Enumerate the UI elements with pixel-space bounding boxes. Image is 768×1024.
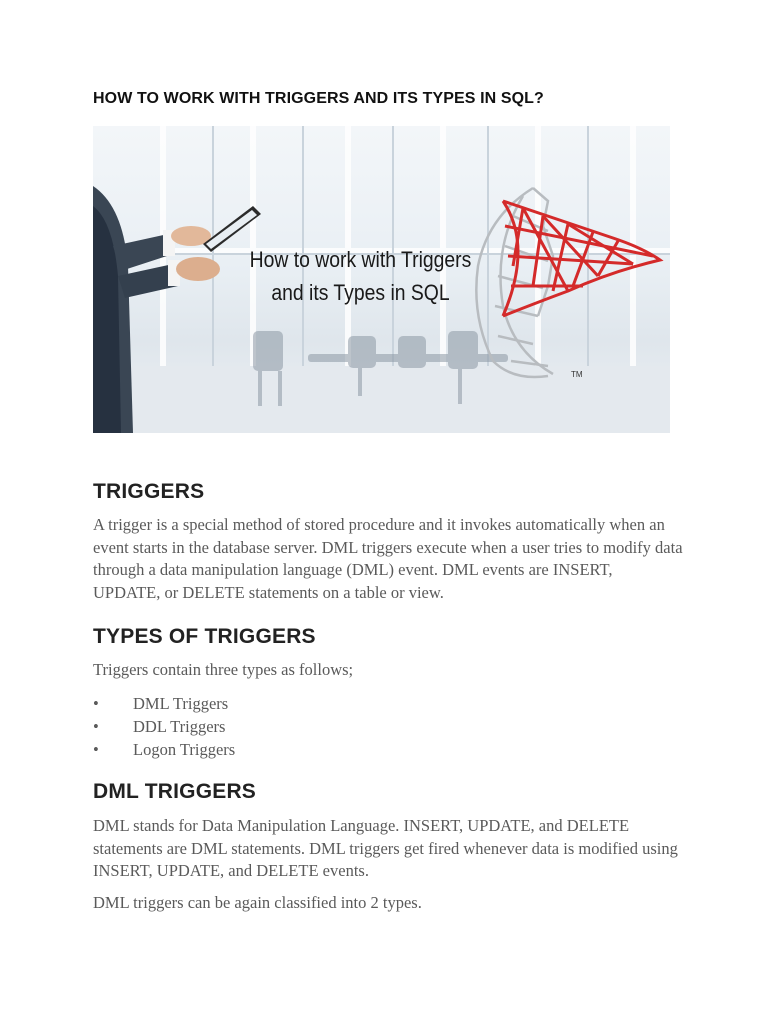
bullet-icon: • (93, 717, 99, 736)
banner-caption-line2: and its Types in SQL (271, 280, 450, 305)
bullet-icon: • (93, 694, 99, 713)
dml-paragraph-2: DML triggers can be again classified into 2 types. (93, 893, 422, 912)
list-item-label: DDL Triggers (133, 717, 226, 736)
section-heading-types: TYPES OF TRIGGERS (93, 625, 316, 648)
list-item (93, 715, 235, 738)
triggers-paragraph: A trigger is a special method of stored procedure and it invokes automatically when an event starts in the database server. DML triggers execute when a user tries to modify data through a data manipulation language (DML) event. DML events are INSERT, UPDATE, or DELETE statements on a table or view. (93, 515, 683, 602)
trademark-mark: TM (571, 370, 583, 379)
trigger-types-list (93, 692, 235, 761)
types-intro: Triggers contain three types as follows; (93, 660, 354, 679)
section-heading-dml: DML TRIGGERS (93, 780, 257, 803)
banner-image (93, 126, 670, 433)
document-title: HOW TO WORK WITH TRIGGERS AND ITS TYPES IN SQL? (93, 90, 544, 107)
bullet-icon: • (93, 740, 99, 759)
list-item-label: DML Triggers (133, 694, 229, 713)
list-item (93, 692, 235, 715)
list-item-label: Logon Triggers (133, 740, 236, 759)
section-heading-triggers: TRIGGERS (93, 480, 205, 503)
banner-caption-line1: How to work with Triggers (249, 247, 472, 272)
dml-paragraph-1: DML stands for Data Manipulation Language. INSERT, UPDATE, and DELETE statements are DML statements. DML triggers get fired whenever data is modified using INSERT, UPDATE, and DELETE events. (93, 816, 678, 880)
banner-caption (248, 243, 472, 309)
list-item (93, 738, 235, 761)
